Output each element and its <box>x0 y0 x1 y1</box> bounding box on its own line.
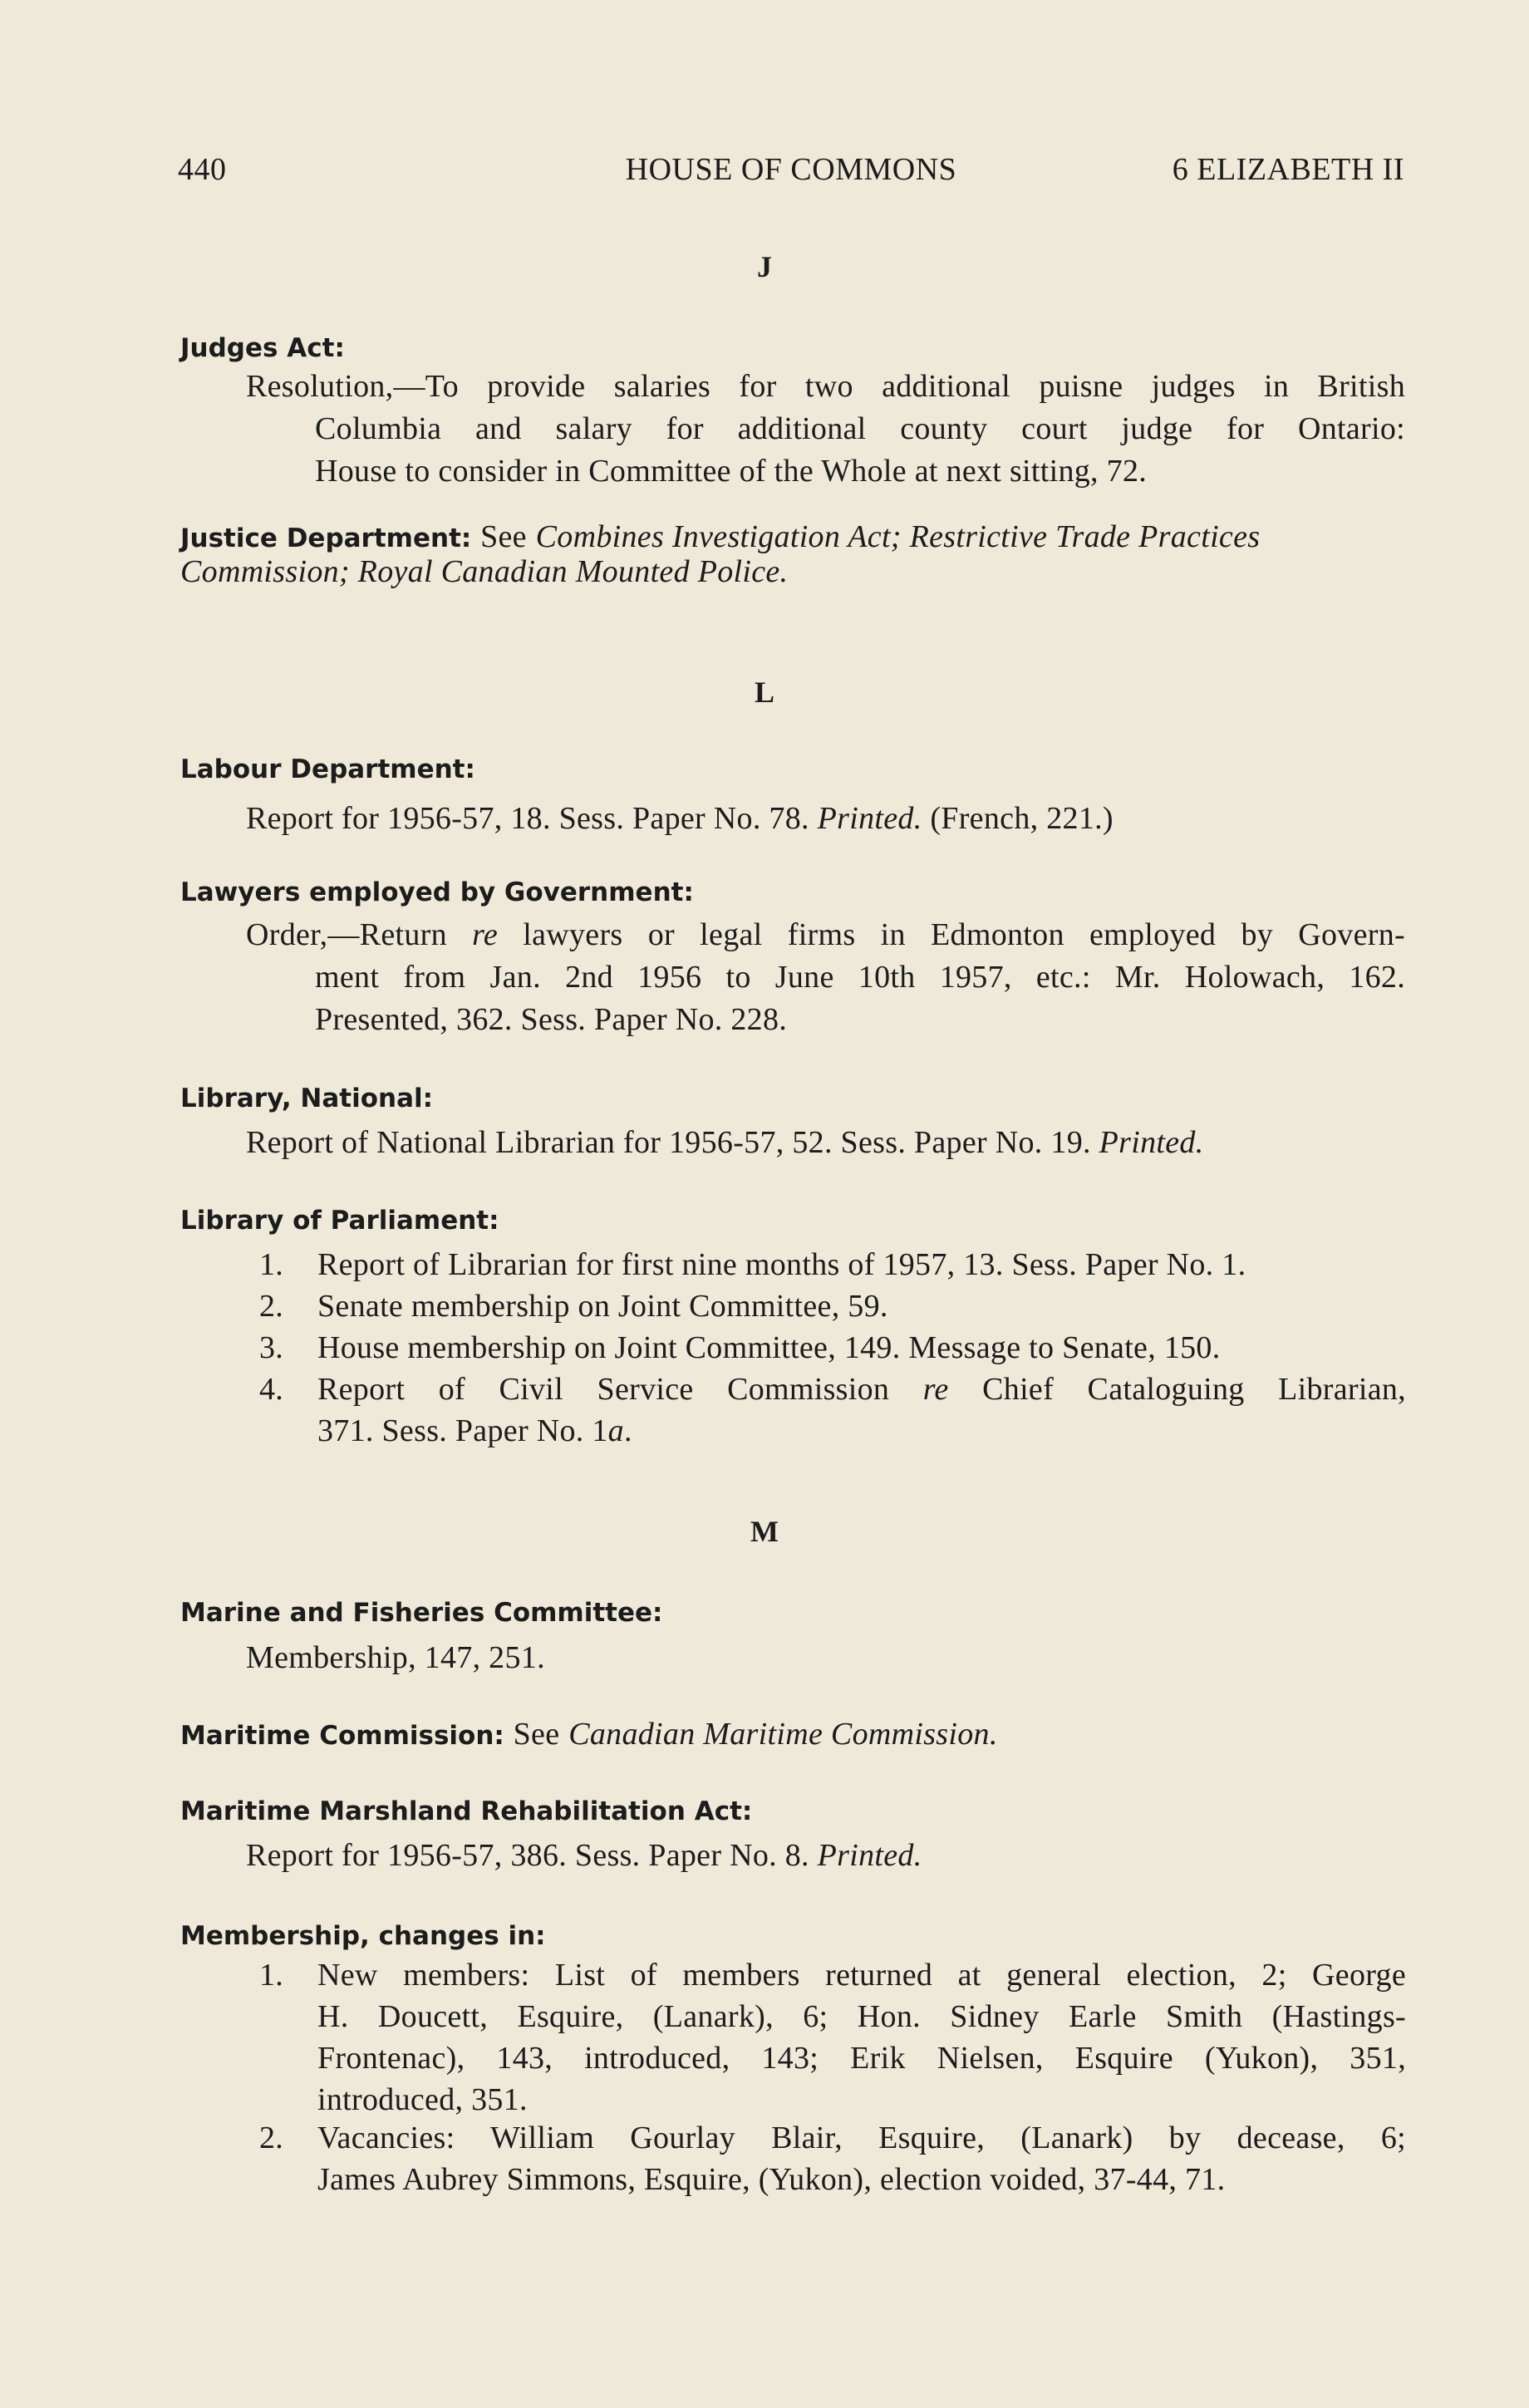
item-text: House membership on Joint Committee, 149. Message to Senate, 150. <box>317 1330 1221 1365</box>
entry-line: ment from Jan. 2nd 1956 to June 10th 1957, etc.: Mr. Holowach, 162. <box>315 960 1405 995</box>
section-letter-j: J <box>757 250 772 283</box>
running-head <box>178 151 1404 201</box>
item-number: 1. <box>259 1958 284 1993</box>
entry-heading-justice-department: Justice Department: <box>180 523 472 553</box>
entry-line: Columbia and salary for additional county court judge for Ontario: <box>315 411 1405 446</box>
entry-line: Membership, 147, 251. <box>246 1640 545 1675</box>
item-text: Report of Librarian for first nine months of 1957, 13. Sess. Paper No. 1. <box>317 1247 1246 1282</box>
entry-line: Report for 1956-57, 18. Sess. Paper No. 78. Printed. (French, 221.) <box>246 801 1114 836</box>
regnal-year: 6 ELIZABETH II <box>1172 152 1404 187</box>
numbered-item <box>259 1954 1406 2121</box>
entry-heading-lawyers: Lawyers employed by Government: <box>180 877 694 907</box>
entry-body-labour-department <box>246 798 1405 840</box>
entry-line: Order,—Return re lawyers or legal firms in Edmonton employed by Govern- <box>246 917 1405 952</box>
item-text: Report of Civil Service Commission re Chief Cataloguing Librarian, <box>317 1372 1406 1407</box>
item-number: 2. <box>259 1289 284 1324</box>
item-text: H. Doucett, Esquire, (Lanark), 6; Hon. Sidney Earle Smith (Hastings- <box>317 1999 1406 2034</box>
item-text: Frontenac), 143, introduced, 143; Erik Nielsen, Esquire (Yukon), 351, <box>317 2041 1406 2076</box>
entry-line: Report for 1956-57, 386. Sess. Paper No. 8. Printed. <box>246 1838 922 1873</box>
see-target: Combines Investigation Act; Restrictive Trade Practices <box>535 519 1261 554</box>
page-number: 440 <box>178 152 227 187</box>
item-text: New members: List of members returned at general election, 2; George <box>317 1958 1406 1993</box>
entry-line: House to consider in Committee of the Whole at next sitting, 72. <box>315 454 1148 489</box>
section-letter-l: L <box>754 676 774 709</box>
item-text: Vacancies: William Gourlay Blair, Esquire, (Lanark) by decease, 6; <box>317 2121 1406 2155</box>
entry-heading-judges-act: Judges Act: <box>180 333 345 363</box>
numbered-item <box>259 1369 1406 1452</box>
entry-heading-labour-department: Labour Department: <box>180 754 475 784</box>
entry-line: Presented, 362. Sess. Paper No. 228. <box>315 1002 788 1037</box>
entry-body-judges-act <box>246 366 1405 493</box>
numbered-item <box>259 2117 1406 2200</box>
item-number: 2. <box>259 2121 284 2155</box>
see-target-continued: Commission; Royal Canadian Mounted Police. <box>180 554 789 589</box>
entry-body-marine <box>246 1637 1405 1679</box>
numbered-item <box>259 1327 1406 1369</box>
entry-heading-membership: Membership, changes in: <box>180 1921 546 1951</box>
entry-maritime-commission <box>180 1718 1410 1752</box>
item-number: 1. <box>259 1247 284 1282</box>
section-letter-m: M <box>750 1515 779 1548</box>
item-number: 3. <box>259 1330 284 1365</box>
numbered-item <box>259 1244 1406 1285</box>
entry-heading-maritime-commission: Maritime Commission: <box>180 1721 504 1751</box>
item-text: Senate membership on Joint Committee, 59. <box>317 1289 888 1324</box>
entry-heading-library-national: Library, National: <box>180 1084 434 1113</box>
entry-body-library-national <box>246 1122 1405 1164</box>
page-title: HOUSE OF COMMONS <box>625 152 957 187</box>
see-label: See <box>513 1717 560 1752</box>
entry-heading-library-parliament: Library of Parliament: <box>180 1206 499 1236</box>
numbered-item <box>259 1285 1406 1327</box>
see-label: See <box>480 519 527 554</box>
item-text: 371. Sess. Paper No. 1a. <box>317 1413 632 1448</box>
item-text: introduced, 351. <box>317 2082 528 2117</box>
entry-heading-maritime-marshland: Maritime Marshland Rehabilitation Act: <box>180 1796 753 1826</box>
entry-heading-marine: Marine and Fisheries Committee: <box>180 1598 663 1628</box>
item-number: 4. <box>259 1372 284 1407</box>
entry-body-lawyers <box>246 914 1405 1041</box>
item-text: James Aubrey Simmons, Esquire, (Yukon), election voided, 37-44, 71. <box>317 2162 1226 2197</box>
entry-line: Report of National Librarian for 1956-57, 52. Sess. Paper No. 19. Printed. <box>246 1125 1204 1160</box>
entry-line: Resolution,—To provide salaries for two additional puisne judges in British <box>246 369 1405 404</box>
entry-justice-department <box>180 520 1402 588</box>
see-target: Canadian Maritime Commission. <box>568 1717 998 1752</box>
entry-body-maritime-marshland <box>246 1835 1405 1877</box>
